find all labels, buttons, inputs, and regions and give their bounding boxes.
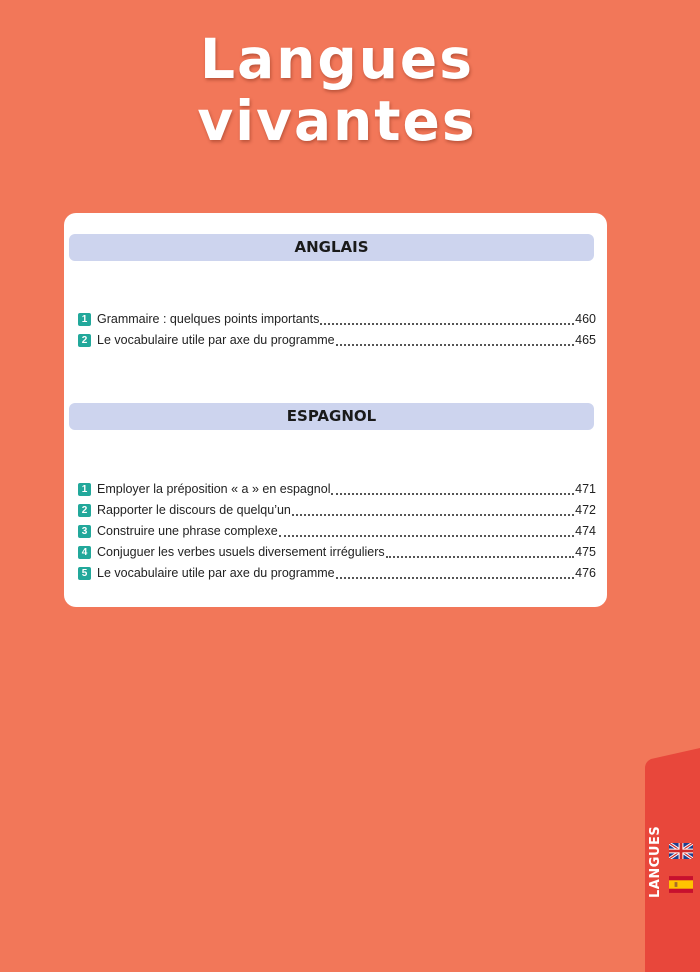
dot-leader [292,510,574,516]
dot-leader [336,340,575,346]
toc-item-page: 460 [575,312,596,326]
toc-item-anglais-2[interactable] [78,331,596,349]
toc-item-label: Grammaire : quelques points importants [97,312,320,326]
item-number-badge: 2 [78,334,91,347]
page-title [0,28,674,152]
dot-leader [320,319,574,325]
item-number-badge: 5 [78,567,91,580]
toc-item-label: Construire une phrase complexe [97,524,278,538]
item-number-badge: 1 [78,483,91,496]
section-heading-espagnol: ESPAGNOL [69,403,594,430]
section-heading-anglais: ANGLAIS [69,234,594,261]
toc-item-label: Conjuguer les verbes usuels diversement irréguliers [97,545,385,559]
toc-item-espagnol-5[interactable] [78,564,596,582]
item-number-badge: 1 [78,313,91,326]
toc-item-page: 471 [575,482,596,496]
toc-item-label: Le vocabulaire utile par axe du programme [97,566,335,580]
toc-item-espagnol-3[interactable] [78,522,596,540]
toc-item-page: 465 [575,333,596,347]
uk-flag-icon [669,843,693,859]
toc-item-label: Rapporter le discours de quelqu’un [97,503,291,517]
item-number-badge: 4 [78,546,91,559]
dot-leader [336,573,575,579]
item-number-badge: 2 [78,504,91,517]
toc-item-espagnol-4[interactable] [78,543,596,561]
dot-leader [279,531,574,537]
spain-flag-icon [669,876,693,893]
title-line-1: Langues [200,27,474,91]
toc-item-label: Employer la préposition « a » en espagnol [97,482,331,496]
toc-item-espagnol-1[interactable] [78,480,596,498]
toc-item-page: 475 [575,545,596,559]
toc-item-page: 476 [575,566,596,580]
item-number-badge: 3 [78,525,91,538]
toc-item-label: Le vocabulaire utile par axe du programme [97,333,335,347]
contents-card [64,213,607,607]
side-tab-label: LANGUES [648,825,663,898]
dot-leader [331,489,574,495]
toc-item-anglais-1[interactable] [78,310,596,328]
title-line-2: vivantes [197,89,477,153]
toc-item-espagnol-2[interactable] [78,501,596,519]
toc-item-page: 472 [575,503,596,517]
dot-leader [386,552,575,558]
toc-item-page: 474 [575,524,596,538]
